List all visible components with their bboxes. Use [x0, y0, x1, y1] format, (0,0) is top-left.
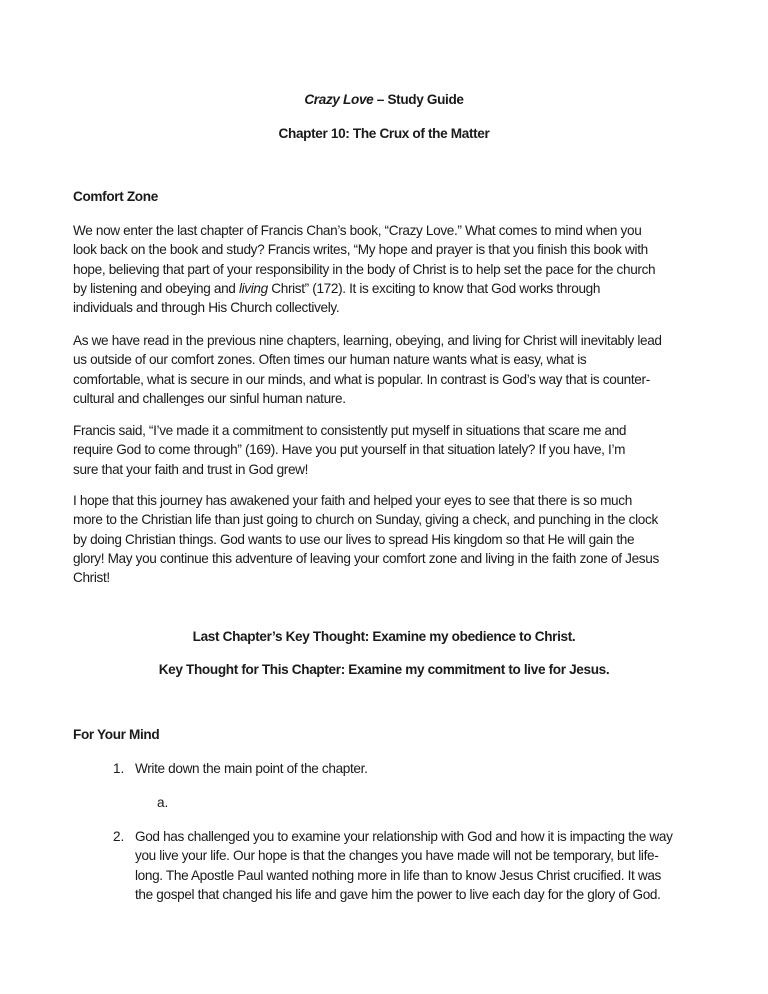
paragraph-commitment-quote — [73, 421, 713, 479]
list-number: 2. — [113, 829, 125, 844]
text-line: comfortable, what is secure in our minds, and what is popular. In contrast is God’s way that is counter- — [73, 371, 650, 387]
text-line — [73, 279, 713, 298]
text-line: require God to come through” (169). Have you put yourself in that situation lately? If you have, I’m — [73, 442, 626, 458]
list-number: 1. — [113, 761, 125, 776]
text-line: Francis said, “I’ve made it a commitment to consistently put myself in situations that scare me and — [73, 423, 627, 438]
text-line: by doing Christian things. God wants to use our lives to spread His kingdom so that He will gain the — [73, 531, 635, 547]
italic-word-living: living — [238, 280, 268, 296]
text-line: you live your life. Our hope is that the changes you have made will not be temporary, but life- — [135, 848, 659, 864]
text-line: individuals and through His Church collectively. — [73, 300, 340, 316]
text-line: We now enter the last chapter of Francis Chan’s book, “Crazy Love.” What comes to mind when you — [73, 223, 642, 238]
section-heading-for-your-mind: For Your Mind — [73, 727, 160, 742]
paragraph-comfort-zones — [73, 331, 713, 408]
key-thought-this-chapter: Key Thought for This Chapter: Examine my commitment to live for Jesus. — [158, 662, 610, 677]
text-line: I hope that this journey has awakened your faith and helped your eyes to see that there is so much — [73, 493, 632, 508]
text-line: glory! May you continue this adventure of leaving your comfort zone and living in the faith zone of Jesus — [73, 550, 659, 566]
sub-item-letter: a. — [157, 795, 169, 810]
text-run: by listening and obeying and — [73, 280, 239, 296]
text-line: us outside of our comfort zones. Often times our human nature wants what is easy, what is — [73, 352, 587, 368]
text-line: God has challenged you to examine your relationship with God and how it is impacting the way — [135, 829, 673, 844]
text-line: look back on the book and study? Francis writes, “My hope and prayer is that you finish this book with — [73, 242, 648, 258]
section-heading-comfort-zone: Comfort Zone — [73, 189, 158, 204]
text-line: cultural and challenges our sinful human nature. — [73, 390, 346, 406]
text-line: Write down the main point of the chapter. — [135, 761, 368, 776]
text-line: hope, believing that part of your responsibility in the body of Christ is to help set the pace for the church — [73, 261, 656, 277]
chapter-heading: Chapter 10: The Crux of the Matter — [278, 126, 490, 141]
text-line: sure that your faith and trust in God grew! — [73, 461, 309, 477]
paragraph-intro — [73, 221, 713, 317]
title-suffix: – Study Guide — [373, 92, 464, 107]
document-title — [0, 90, 768, 109]
text-line: Christ! — [73, 570, 110, 586]
paragraph-journey — [73, 491, 713, 587]
text-line: As we have read in the previous nine chapters, learning, obeying, and living for Christ will inevitably lead — [73, 333, 662, 348]
text-run: Christ” (172). It is exciting to know that God works through — [267, 280, 601, 296]
book-title: Crazy Love — [304, 92, 374, 107]
text-line: more to the Christian life than just going to church on Sunday, giving a check, and punching in the clock — [73, 512, 658, 528]
list-item-main-point — [135, 759, 368, 778]
key-thought-last-chapter: Last Chapter’s Key Thought: Examine my obedience to Christ. — [192, 629, 576, 644]
text-line: the gospel that changed his life and gave him the power to live each day for the glory of God. — [135, 886, 661, 902]
text-line: long. The Apostle Paul wanted nothing more in life than to know Jesus Christ crucified. It was — [135, 867, 662, 883]
list-item-relationship — [135, 827, 673, 904]
